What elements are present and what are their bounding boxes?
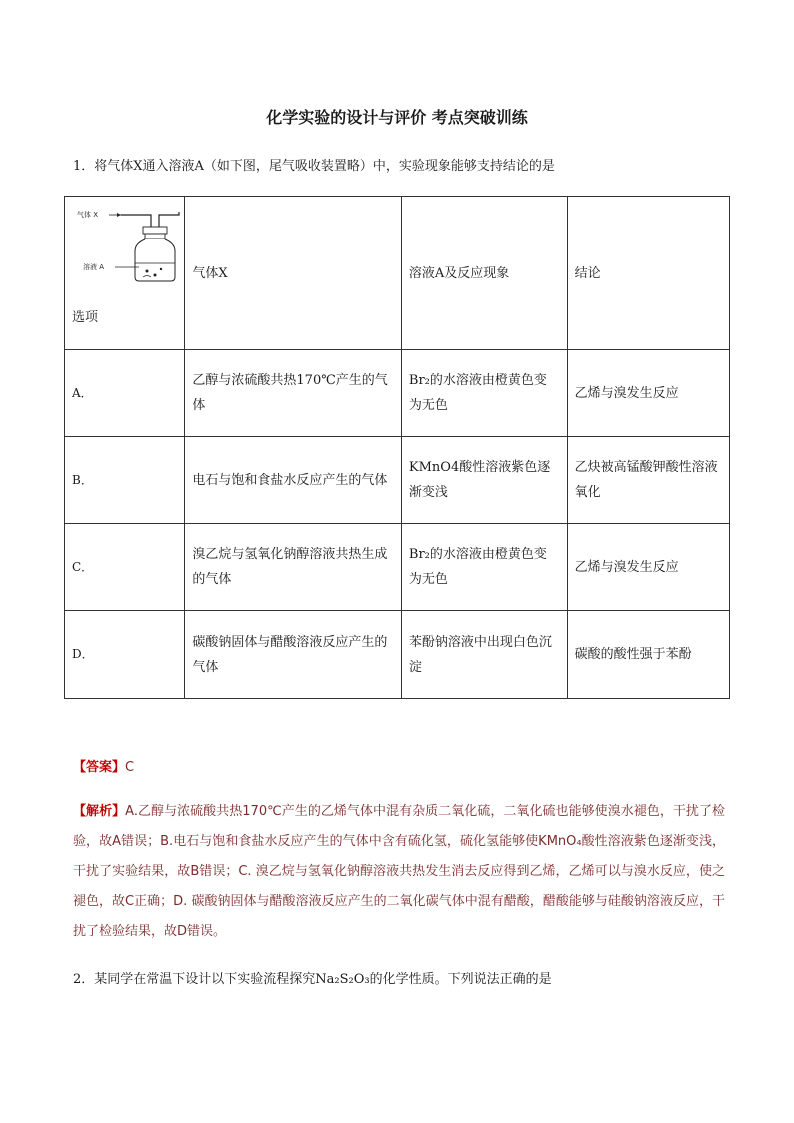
answer-value: C — [125, 760, 135, 775]
table-row — [65, 524, 730, 611]
question-1-stem: 1．将气体X通入溶液A（如下图，尾气吸收装置略）中，实验现象能够支持结论的是 — [73, 159, 555, 174]
analysis-paragraph — [73, 797, 725, 947]
option-label: A． — [65, 350, 185, 437]
analysis-label: 【解析】 — [73, 804, 126, 819]
conclusion-cell: 乙烯与溴发生反应 — [567, 350, 729, 437]
phenomenon-cell: Br₂的水溶液由橙黄色变为无色 — [401, 350, 567, 437]
header-gas-x: 气体X — [185, 197, 402, 350]
table-row — [65, 611, 730, 699]
header-option-cell — [65, 197, 185, 350]
option-label: C． — [65, 524, 185, 611]
gas-bottle-diagram — [73, 203, 183, 287]
table-row — [65, 350, 730, 437]
option-label: B． — [65, 437, 185, 524]
gas-cell: 乙醇与浓硫酸共热170℃产生的气体 — [185, 350, 402, 437]
header-conclusion: 结论 — [567, 197, 729, 350]
options-table — [64, 196, 730, 699]
gas-cell: 溴乙烷与氢氧化钠醇溶液共热生成的气体 — [185, 524, 402, 611]
solution-a-label: 溶液 A — [83, 263, 105, 271]
gas-x-label: 气体 X — [77, 211, 99, 219]
page-title: 化学实验的设计与评价 考点突破训练 — [266, 108, 528, 127]
table-row — [65, 437, 730, 524]
conclusion-cell: 乙烯与溴发生反应 — [567, 524, 729, 611]
phenomenon-cell: 苯酚钠溶液中出现白色沉淀 — [401, 611, 567, 699]
phenomenon-cell: KMnO4酸性溶液紫色逐渐变浅 — [401, 437, 567, 524]
option-label: D． — [65, 611, 185, 699]
header-solution-phenomenon: 溶液A及反应现象 — [401, 197, 567, 350]
phenomenon-cell: Br₂的水溶液由橙黄色变为无色 — [401, 524, 567, 611]
table-header-row — [65, 197, 730, 350]
header-option: 选项 — [72, 310, 99, 325]
gas-cell: 电石与饱和食盐水反应产生的气体 — [185, 437, 402, 524]
question-2-stem: 2．某同学在常温下设计以下实验流程探究Na₂S₂O₃的化学性质。下列说法正确的是 — [73, 972, 552, 987]
analysis-text: A.乙醇与浓硫酸共热170℃产生的乙烯气体中混有杂质二氧化硫，二氧化硫也能够使溴水褪色，干扰了检验，故A错误；B.电石与饱和食盐水反应产生的气体中含有硫化氢，硫化氢能够使KMnO₄酸性溶液紫色逐渐变浅，干扰了实验结果，故B错误；C. 溴乙烷与氢氧化钠醇溶液共热发生消去反应得到乙烯，乙烯可以与溴水反应，使之褪色，故C正确；D. 碳酸钠固体与醋酸溶液反应产生的二氧化碳气体中混有醋酸，醋酸能够与硅酸钠溶液反应，干扰了检验结果，故D错误。 — [73, 804, 725, 939]
answer-line — [73, 756, 134, 775]
answer-label: 【答案】 — [73, 760, 126, 775]
conclusion-cell: 乙炔被高锰酸钾酸性溶液氧化 — [567, 437, 729, 524]
gas-cell: 碳酸钠固体与醋酸溶液反应产生的气体 — [185, 611, 402, 699]
conclusion-cell: 碳酸的酸性强于苯酚 — [567, 611, 729, 699]
